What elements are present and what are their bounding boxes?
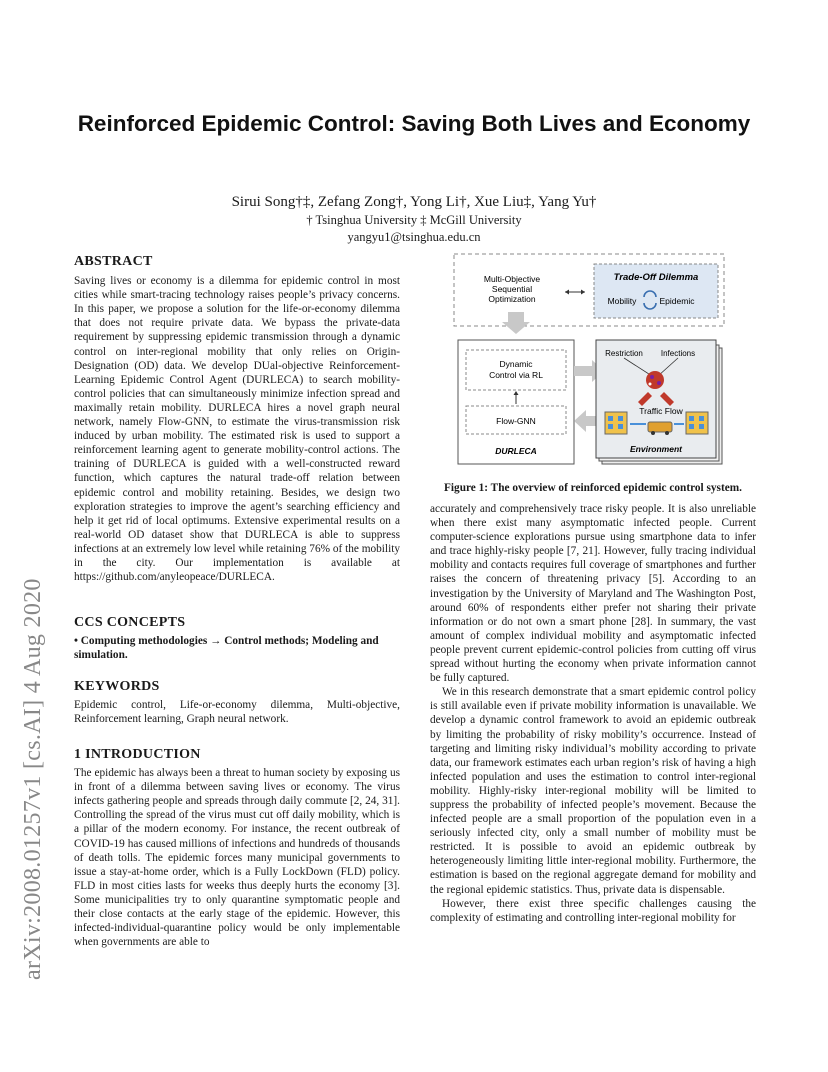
dynamic-label-2: Control via RL bbox=[489, 370, 543, 380]
introduction-section bbox=[74, 748, 400, 949]
intro-paragraph-2: We in this research demonstrate that a smart epidemic control policy is still available even if private mobility information is unavailable. We develop a dynamic control framework to avoid an epidemic outbreak by limiting the probability of risky mobility’s occurrence. Instead of targeting and limiting risky individual’s mobility according to private data, our framework estimates each urban region’s risk of having a high infected population and uses the estimation to control inter-regional mobility. Highly-risky inter-regional mobility will be limited to suppress the probability of infected people’s movement. Because the infected people are a small proportion of the population even in a seriously infected city, only a small number of mobility must be restricted. It is possible to avoid an epidemic outbreak by heterogeneously limiting little inter-regional mobility. Furthermore, the estimation is based on the regional aggregate demand for mobility and the regional epidemic statistics. Thus, private data is dispensable. bbox=[430, 686, 756, 896]
keywords-heading: KEYWORDS bbox=[74, 679, 160, 694]
abstract-text: Saving lives or economy is a dilemma for epidemic control in most cities while smart-tracing technology raises people’s privacy concerns. In this paper, we propose a solution for the life-or-economy dilemma that does not require private data. We bypass the private-data requirement by suppressing epidemic transmission through a dynamic control on inter-regional mobility that only relies on Origin-Designation (OD) data. We develop DUal-objective Reinforcement-Learning Epidemic Control Agent (DURLECA) to search mobility-control policies that can simultaneously minimize infection spread and maximally retain mobility. DURLECA hires a novel graph neural network, namely Flow-GNN, to estimate the virus-transmission risk induced by urban mobility. The estimated risk is used to support a reinforcement learning agent to generate mobility-control actions. The training of DURLECA is guided with a well-constructed reward function, which captures the natural trade-off relation between epidemic control and mobility retaining. Besides, we design two exploration strategies to improve the agent’s searching efficiency and help it get rid of local optimums. Extensive experimental results on a real-world OD dataset show that DURLECA is able to suppress infections at an extremely low level while retaining 76% of the mobility in the city. Our implementation is available at https://github.com/anyleopeace/DURLECA. bbox=[74, 275, 400, 584]
paper-title: Reinforced Epidemic Control: Saving Both Lives and Economy bbox=[77, 111, 751, 136]
traffic-flow-label: Traffic Flow bbox=[639, 406, 683, 416]
keywords-section bbox=[74, 680, 400, 726]
keywords-text: Epidemic control, Life-or-economy dilemma, Multi-objective, Reinforcement learning, Graph neural network. bbox=[74, 699, 400, 726]
intro-paragraph-1: accurately and comprehensively trace risky people. It is also unreliable when there exist many asymptomatic infected people. Current computer-science explorations pursue using smartphone data to infer and trace highly-risky people [7, 21]. However, fully tracing individual mobility and contacts requires full coverage of smartphones and further raises the concern of threatening privacy [5]. According to an investigation by the University of Maryland and The Washington Post, around 60% of respondents either prefer not sharing their private information or do not own a smart phone [28]. In summary, the vast amount of complex individual mobility and asymptomatic infected people prevent current epidemic-control policies from cutting off virus spread without hurting the economy when private information cannot be fully captured. bbox=[430, 503, 756, 685]
overview-figure bbox=[452, 252, 734, 472]
multi-objective-label-2: Sequential bbox=[491, 284, 533, 294]
intro-text-left: The epidemic has always been a threat to human society by exposing us in front of a dilemma between saving lives or economy. The virus infects gathering people and spreads through daily commute [2, 24, 31]. Controlling the spread of the virus must cut off daily mobility, which is a pillar of the modern economy. For instance, the recent outbreak of COVID-19 has caused millions of infections and hundreds of thousands of death tolls. The epidemic forces many municipal governments to issue a stay-at-home order, which is a Fully LockDown (FLD) policy. FLD in most cities lasts for weeks thus deeply hurts the economy [3]. Some municipalities try to only quarantine symptomatic people and their close contacts at the early stage of the epidemic. However, this infected-individual-quarantine policy would be only implementable when governments are able to bbox=[74, 767, 400, 949]
abstract-section bbox=[74, 255, 400, 584]
abstract-heading: ABSTRACT bbox=[74, 254, 153, 269]
flowgnn-label: Flow-GNN bbox=[496, 416, 536, 426]
email: yangyu1@tsinghua.edu.cn bbox=[347, 230, 481, 244]
ccs-heading: CCS CONCEPTS bbox=[74, 615, 186, 630]
arxiv-stamp: arXiv:2008.01257v1 [cs.AI] 4 Aug 2020 bbox=[20, 578, 46, 980]
affiliations: † Tsinghua University ‡ McGill University bbox=[306, 213, 522, 227]
epidemic-label: Epidemic bbox=[659, 296, 695, 306]
environment-label: Environment bbox=[630, 444, 682, 454]
intro-paragraph-3: However, there exist three specific challenges causing the complexity of estimating and controlling inter-regional mobility for bbox=[430, 897, 756, 924]
building-icon-right bbox=[686, 412, 708, 434]
multi-objective-label-3: Optimization bbox=[488, 294, 536, 304]
restriction-label: Restriction bbox=[605, 349, 643, 358]
ccs-section bbox=[74, 616, 400, 662]
building-icon-left bbox=[605, 412, 627, 434]
authors: Sirui Song†‡, Zefang Zong†, Yong Li†, Xue Liu‡, Yang Yu† bbox=[231, 194, 597, 210]
multi-objective-label-1: Multi-Objective bbox=[483, 274, 541, 284]
durleca-label: DURLECA bbox=[495, 446, 537, 456]
mobility-label: Mobility bbox=[607, 296, 637, 306]
dynamic-label-1: Dynamic bbox=[499, 359, 533, 369]
figure-caption: Figure 1: The overview of reinforced epidemic control system. bbox=[444, 482, 742, 494]
ccs-text: • Computing methodologies → Control methods; Modeling and simulation. bbox=[74, 635, 379, 662]
intro-right-column bbox=[430, 502, 756, 925]
tradeoff-title: Trade-Off Dilemma bbox=[613, 272, 699, 283]
down-arrow bbox=[502, 312, 530, 334]
virus-icon bbox=[646, 371, 664, 389]
infections-label: Infections bbox=[660, 349, 696, 358]
intro-heading: 1 INTRODUCTION bbox=[74, 747, 201, 762]
